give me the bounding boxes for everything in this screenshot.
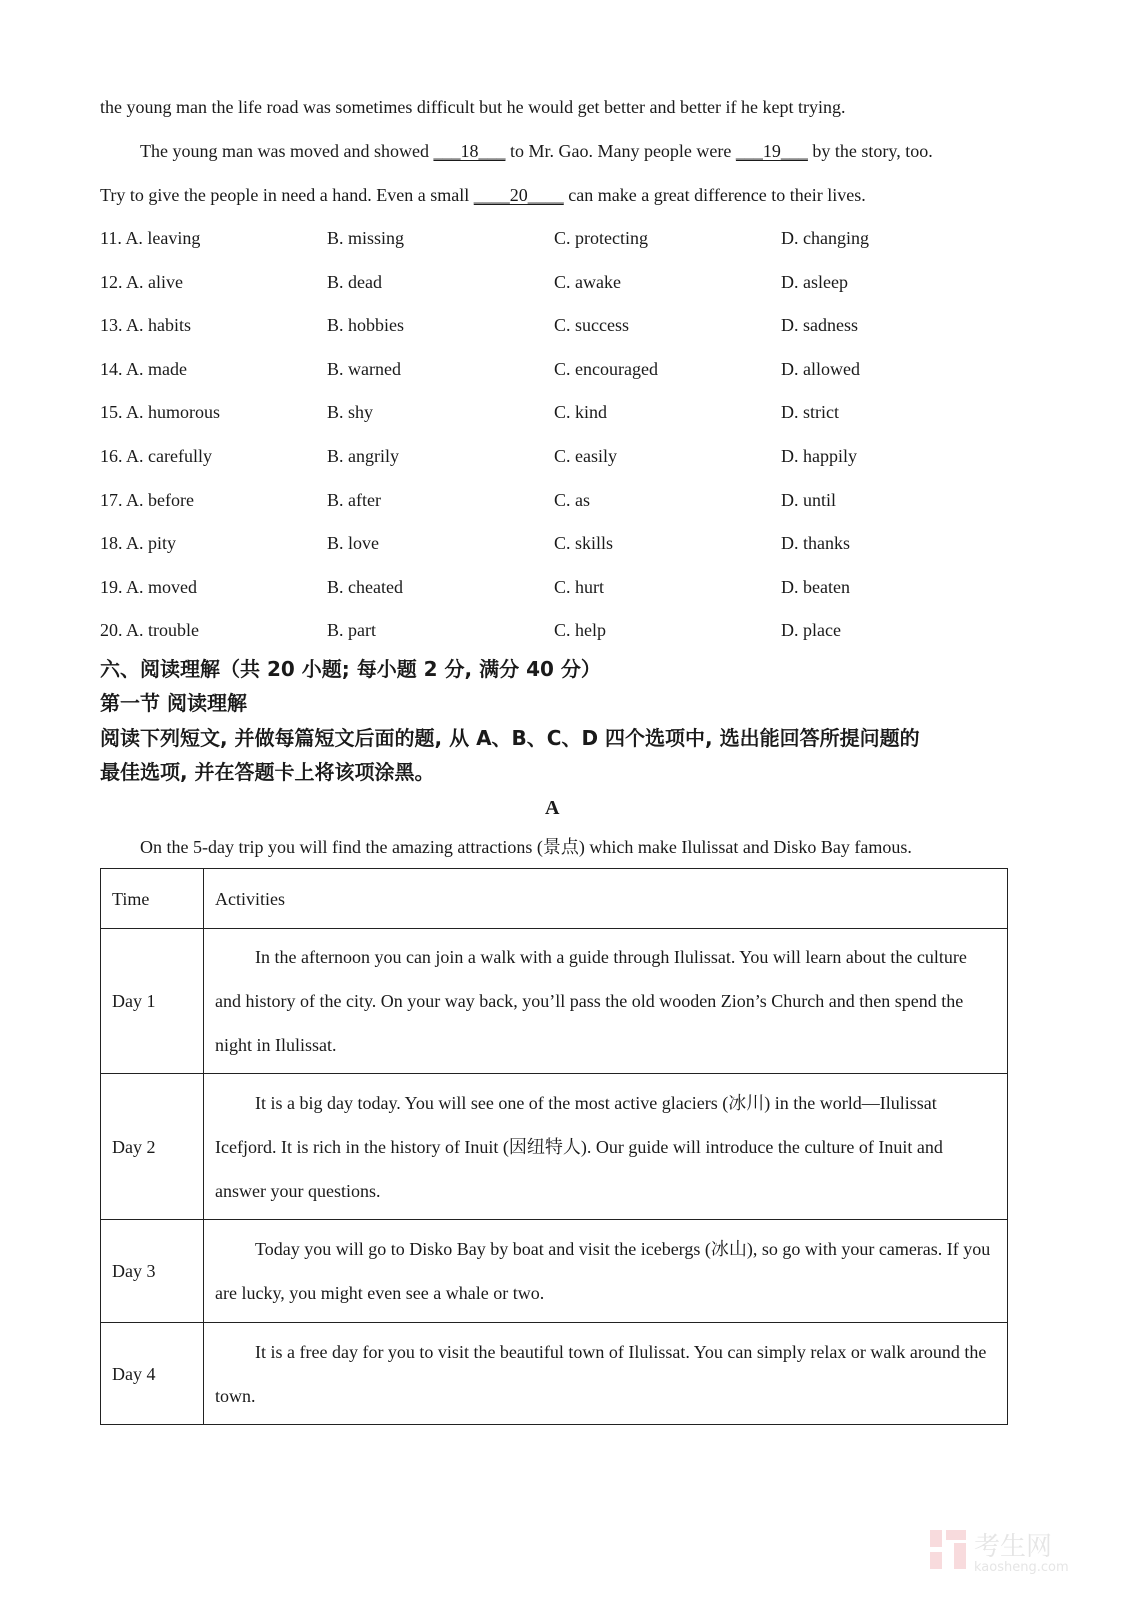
option-14-c: C. encouraged xyxy=(554,358,658,379)
option-20-a: 20. A. trouble xyxy=(100,620,199,641)
text: Try to give the people in need a hand. Even a small xyxy=(100,185,474,205)
option-19-d: D. beaten xyxy=(781,576,850,597)
option-13-b: B. hobbies xyxy=(327,315,405,336)
option-20-b: B. part xyxy=(327,620,376,641)
option-14-d: D. allowed xyxy=(781,358,860,379)
text: to Mr. Gao. Many people were xyxy=(505,141,736,161)
option-11-a: 11. A. leaving xyxy=(100,228,201,248)
option-12-a: 12. A. alive xyxy=(100,271,183,292)
table-row xyxy=(101,1323,1008,1425)
option-17-c: C. as xyxy=(554,489,590,510)
option-17-b: B. after xyxy=(327,489,381,510)
instruction: 最佳选项, 并在答题卡上将该项涂黑。 xyxy=(100,760,435,784)
option-18-d: D. thanks xyxy=(781,533,850,554)
table-row xyxy=(101,1220,1008,1323)
activity-cell xyxy=(204,1074,1008,1220)
blank-19: ___19___ xyxy=(735,141,808,161)
passage-intro: On the 5-day trip you will find the amazing attractions (景点) which make Ilulissat and Disko Bay famous. xyxy=(140,837,912,857)
option-11-b: B. missing xyxy=(327,228,405,248)
option-13-c: C. success xyxy=(554,315,629,336)
blank-18: ___18___ xyxy=(433,141,506,161)
activity-cell xyxy=(204,929,1008,1074)
option-13-a: 13. A. habits xyxy=(100,315,192,336)
day-cell: Day 2 xyxy=(101,1074,204,1220)
option-11-d: D. changing xyxy=(781,228,869,248)
option-12-b: B. dead xyxy=(327,271,382,292)
option-19-a: 19. A. moved xyxy=(100,576,197,597)
option-16-d: D. happily xyxy=(781,446,857,466)
option-16-b: B. angrily xyxy=(327,446,399,466)
option-20-d: D. place xyxy=(781,620,841,641)
option-19-c: C. hurt xyxy=(554,576,605,597)
option-17-a: 17. A. before xyxy=(100,489,194,510)
option-19-b: B. cheated xyxy=(327,576,403,597)
activity-text: In the afternoon you can join a walk with a guide through Ilulissat. You will learn about the culture and history of the city. On your way back, you’ll pass the old wooden Zion’s Church and then spend the night in Ilulissat. xyxy=(215,947,967,1055)
watermark-icon xyxy=(930,1525,1090,1575)
day-cell: Day 4 xyxy=(101,1323,204,1425)
header-time: Time xyxy=(101,869,204,929)
activity-cell xyxy=(204,1220,1008,1323)
option-15-a: 15. A. humorous xyxy=(100,402,221,423)
day-cell: Day 3 xyxy=(101,1220,204,1323)
instruction: 阅读下列短文, 并做每篇短文后面的题, 从 A、B、C、D 四个选项中, 选出能回答所提问题的 xyxy=(100,726,920,750)
option-17-d: D. until xyxy=(781,489,837,510)
table-row xyxy=(101,1074,1008,1220)
passage-line: the young man the life road was sometimes difficult but he would get better and better if he kept trying. xyxy=(100,97,846,117)
option-18-b: B. love xyxy=(327,533,379,554)
passage-label: A xyxy=(545,797,560,819)
text: by the story, too. xyxy=(807,141,933,161)
section-subtitle: 第一节 阅读理解 xyxy=(100,691,247,715)
activity-cell xyxy=(204,1323,1008,1425)
activity-text: Today you will go to Disko Bay by boat and visit the icebergs (冰山), so go with your cameras. If you are lucky, you might even see a whale or two. xyxy=(215,1239,991,1303)
text: The young man was moved and showed xyxy=(140,141,434,161)
section-title: 六、阅读理解（共 20 小题; 每小题 2 分, 满分 40 分） xyxy=(100,657,601,681)
kaosheng-watermark-logo xyxy=(930,1525,1090,1580)
option-15-b: B. shy xyxy=(327,402,374,423)
option-20-c: C. help xyxy=(554,620,606,641)
day-cell: Day 1 xyxy=(101,929,204,1074)
option-15-d: D. strict xyxy=(781,402,839,423)
option-13-d: D. sadness xyxy=(781,315,858,336)
activity-text: It is a free day for you to visit the beautiful town of Ilulissat. You can simply relax or walk around the town. xyxy=(215,1341,987,1406)
option-11-c: C. protecting xyxy=(554,228,648,248)
option-16-c: C. easily xyxy=(554,446,617,466)
blank-20: ____20____ xyxy=(473,185,564,205)
table-row xyxy=(101,929,1008,1074)
header-activities: Activities xyxy=(204,869,1008,929)
option-12-c: C. awake xyxy=(554,271,621,292)
watermark-cn: 考生网 xyxy=(974,1532,1053,1562)
table-header-row xyxy=(101,869,1008,929)
activity-text: It is a big day today. You will see one of the most active glaciers (冰川) in the world—Ilulissat Icefjord. It is rich in the history of Inuit (因纽特人). Our guide will introduce the culture of Inuit and answer your questions. xyxy=(215,1092,943,1201)
option-18-a: 18. A. pity xyxy=(100,533,177,554)
option-14-b: B. warned xyxy=(327,358,401,379)
option-14-a: 14. A. made xyxy=(100,358,187,379)
passage-line xyxy=(100,184,866,206)
option-15-c: C. kind xyxy=(554,402,608,423)
watermark-url: kaosheng.com xyxy=(974,1560,1069,1575)
option-16-a: 16. A. carefully xyxy=(100,446,212,466)
option-18-c: C. skills xyxy=(554,533,614,554)
text: can make a great difference to their lives. xyxy=(563,185,866,205)
passage-line xyxy=(140,140,933,162)
itinerary-table xyxy=(100,868,1008,1425)
option-12-d: D. asleep xyxy=(781,271,848,292)
